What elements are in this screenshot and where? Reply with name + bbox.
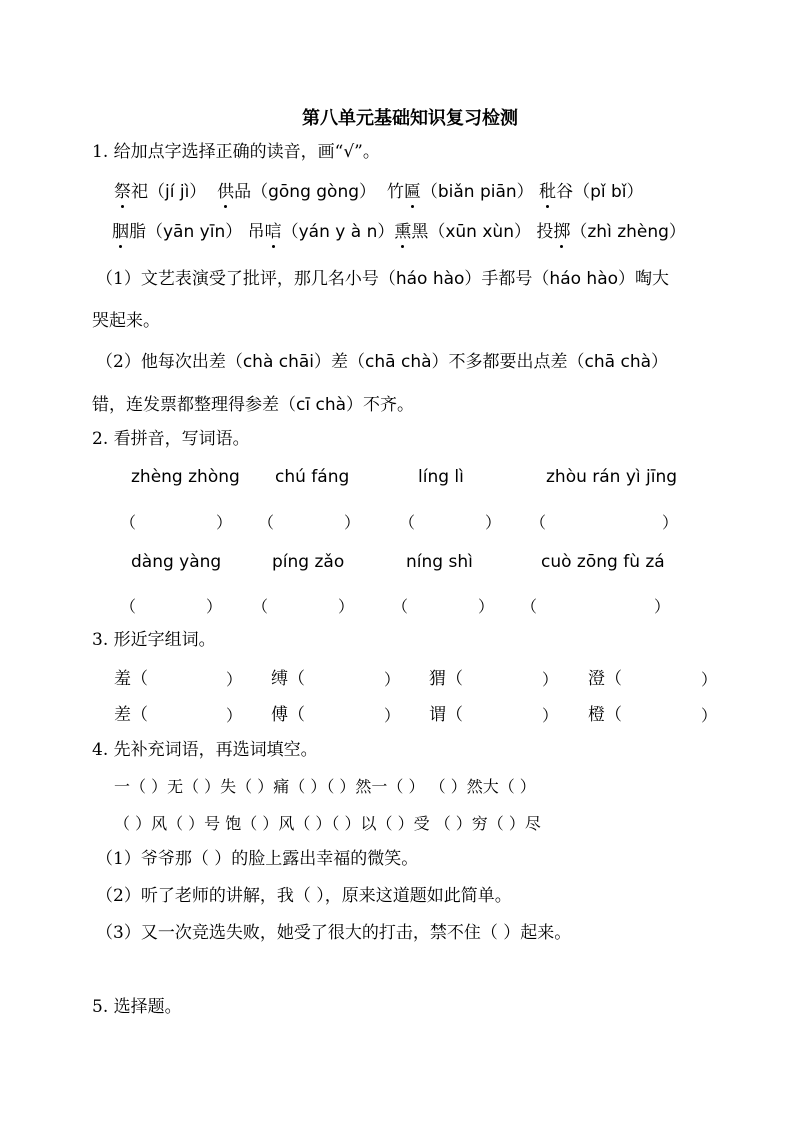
q1-item: 投掷（zhì zhèng） bbox=[536, 222, 686, 242]
q4-fill-line1: 一（ ）无（ ）失（ ）痛（ ）（ ）然一（ ） （ ）然大（ ） bbox=[114, 777, 536, 796]
answer-paren-open: （ bbox=[399, 513, 416, 532]
q3-char: 橙（ bbox=[588, 705, 622, 725]
q3-char: 缚（ bbox=[271, 669, 305, 689]
q1-item: 熏黑（xūn xùn） bbox=[394, 222, 531, 242]
q1-sentence1-line2: 哭起来。 bbox=[92, 311, 160, 331]
q2-pinyin: líng lì bbox=[418, 467, 464, 487]
page-title: 第八单元基础知识复习检测 bbox=[302, 108, 518, 129]
q2-pinyin: níng shì bbox=[406, 552, 473, 572]
q1-sentence2-line1: （2）他每次出差（chà chāi）差（chā chà）不多都要出点差（chā chà） bbox=[96, 352, 669, 372]
q4-sentence2: （2）听了老师的讲解，我（ ），原来这道题如此简单。 bbox=[96, 886, 512, 906]
q4-fill-line2: （ ）风（ ）号 饱（ ）风（ ）（ ）以（ ）受 （ ）穷（ ）尽 bbox=[114, 814, 541, 833]
q2-heading: 2. 看拼音，写词语。 bbox=[92, 429, 250, 449]
answer-paren-open: （ bbox=[120, 513, 137, 532]
q3-char: 差（ bbox=[114, 705, 148, 725]
q1-item: 供品（gōng gòng） bbox=[217, 182, 377, 202]
answer-paren-close: ） bbox=[226, 670, 243, 689]
q2-pinyin: zhòu rán yì jīng bbox=[546, 467, 678, 487]
answer-paren-close: ） bbox=[384, 706, 401, 725]
q2-pinyin: zhèng zhòng bbox=[131, 467, 240, 487]
answer-paren-close: ） bbox=[654, 597, 671, 616]
q2-pinyin: cuò zōng fù zá bbox=[541, 552, 665, 572]
q2-pinyin: chú fáng bbox=[275, 467, 350, 487]
answer-paren-close: ） bbox=[216, 513, 233, 532]
answer-paren-close: ） bbox=[542, 670, 559, 689]
answer-paren-close: ） bbox=[344, 513, 361, 532]
answer-paren-open: （ bbox=[258, 513, 275, 532]
q1-row1 bbox=[114, 180, 644, 204]
q1-item: 竹匾（biǎn piān） bbox=[386, 182, 534, 202]
answer-paren-close: ） bbox=[542, 706, 559, 725]
q1-item: 吊唁（yán y à n） bbox=[247, 222, 395, 242]
answer-paren-close: ） bbox=[226, 706, 243, 725]
q3-char: 谓（ bbox=[429, 705, 463, 725]
q3-char: 羞（ bbox=[114, 669, 148, 689]
q3-char: 澄（ bbox=[588, 669, 622, 689]
answer-paren-close: ） bbox=[338, 597, 355, 616]
answer-paren-close: ） bbox=[478, 597, 495, 616]
q1-item: 祭祀（jí jì） bbox=[114, 182, 207, 202]
q1-heading: 1. 给加点字选择正确的读音，画“√”。 bbox=[92, 142, 380, 162]
q1-sentence2-line2: 错，连发票都整理得参差（cī chà）不齐。 bbox=[92, 395, 415, 415]
answer-paren-open: （ bbox=[521, 597, 538, 616]
q4-heading: 4. 先补充词语，再选词填空。 bbox=[92, 740, 318, 760]
q4-sentence1: （1）爷爷那（ ）的脸上露出幸福的微笑。 bbox=[96, 849, 419, 869]
q1-sentence1-line1: （1）文艺表演受了批评，那几名小号（háo hào）手都号（háo hào）啕大 bbox=[96, 269, 670, 289]
answer-paren-open: （ bbox=[392, 597, 409, 616]
answer-paren-close: ） bbox=[662, 513, 679, 532]
answer-paren-close: ） bbox=[206, 597, 223, 616]
answer-paren-open: （ bbox=[530, 513, 547, 532]
q5-heading: 5. 选择题。 bbox=[92, 997, 182, 1017]
q3-char: 傅（ bbox=[271, 705, 305, 725]
answer-paren-close: ） bbox=[701, 706, 718, 725]
answer-paren-open: （ bbox=[252, 597, 269, 616]
answer-paren-close: ） bbox=[384, 670, 401, 689]
q1-item: 胭脂（yān yīn） bbox=[112, 222, 243, 242]
q1-row2 bbox=[112, 220, 686, 244]
answer-paren-open: （ bbox=[120, 597, 137, 616]
q3-char: 猬（ bbox=[429, 669, 463, 689]
q2-pinyin: dàng yàng bbox=[131, 552, 222, 572]
q3-heading: 3. 形近字组词。 bbox=[92, 630, 216, 650]
q1-item: 秕谷（pǐ bǐ） bbox=[539, 182, 644, 202]
q4-sentence3: （3）又一次竞选失败，她受了很大的打击，禁不住（ ）起来。 bbox=[96, 923, 572, 943]
answer-paren-close: ） bbox=[701, 670, 718, 689]
answer-paren-close: ） bbox=[485, 513, 502, 532]
q2-pinyin: píng zǎo bbox=[272, 552, 345, 572]
